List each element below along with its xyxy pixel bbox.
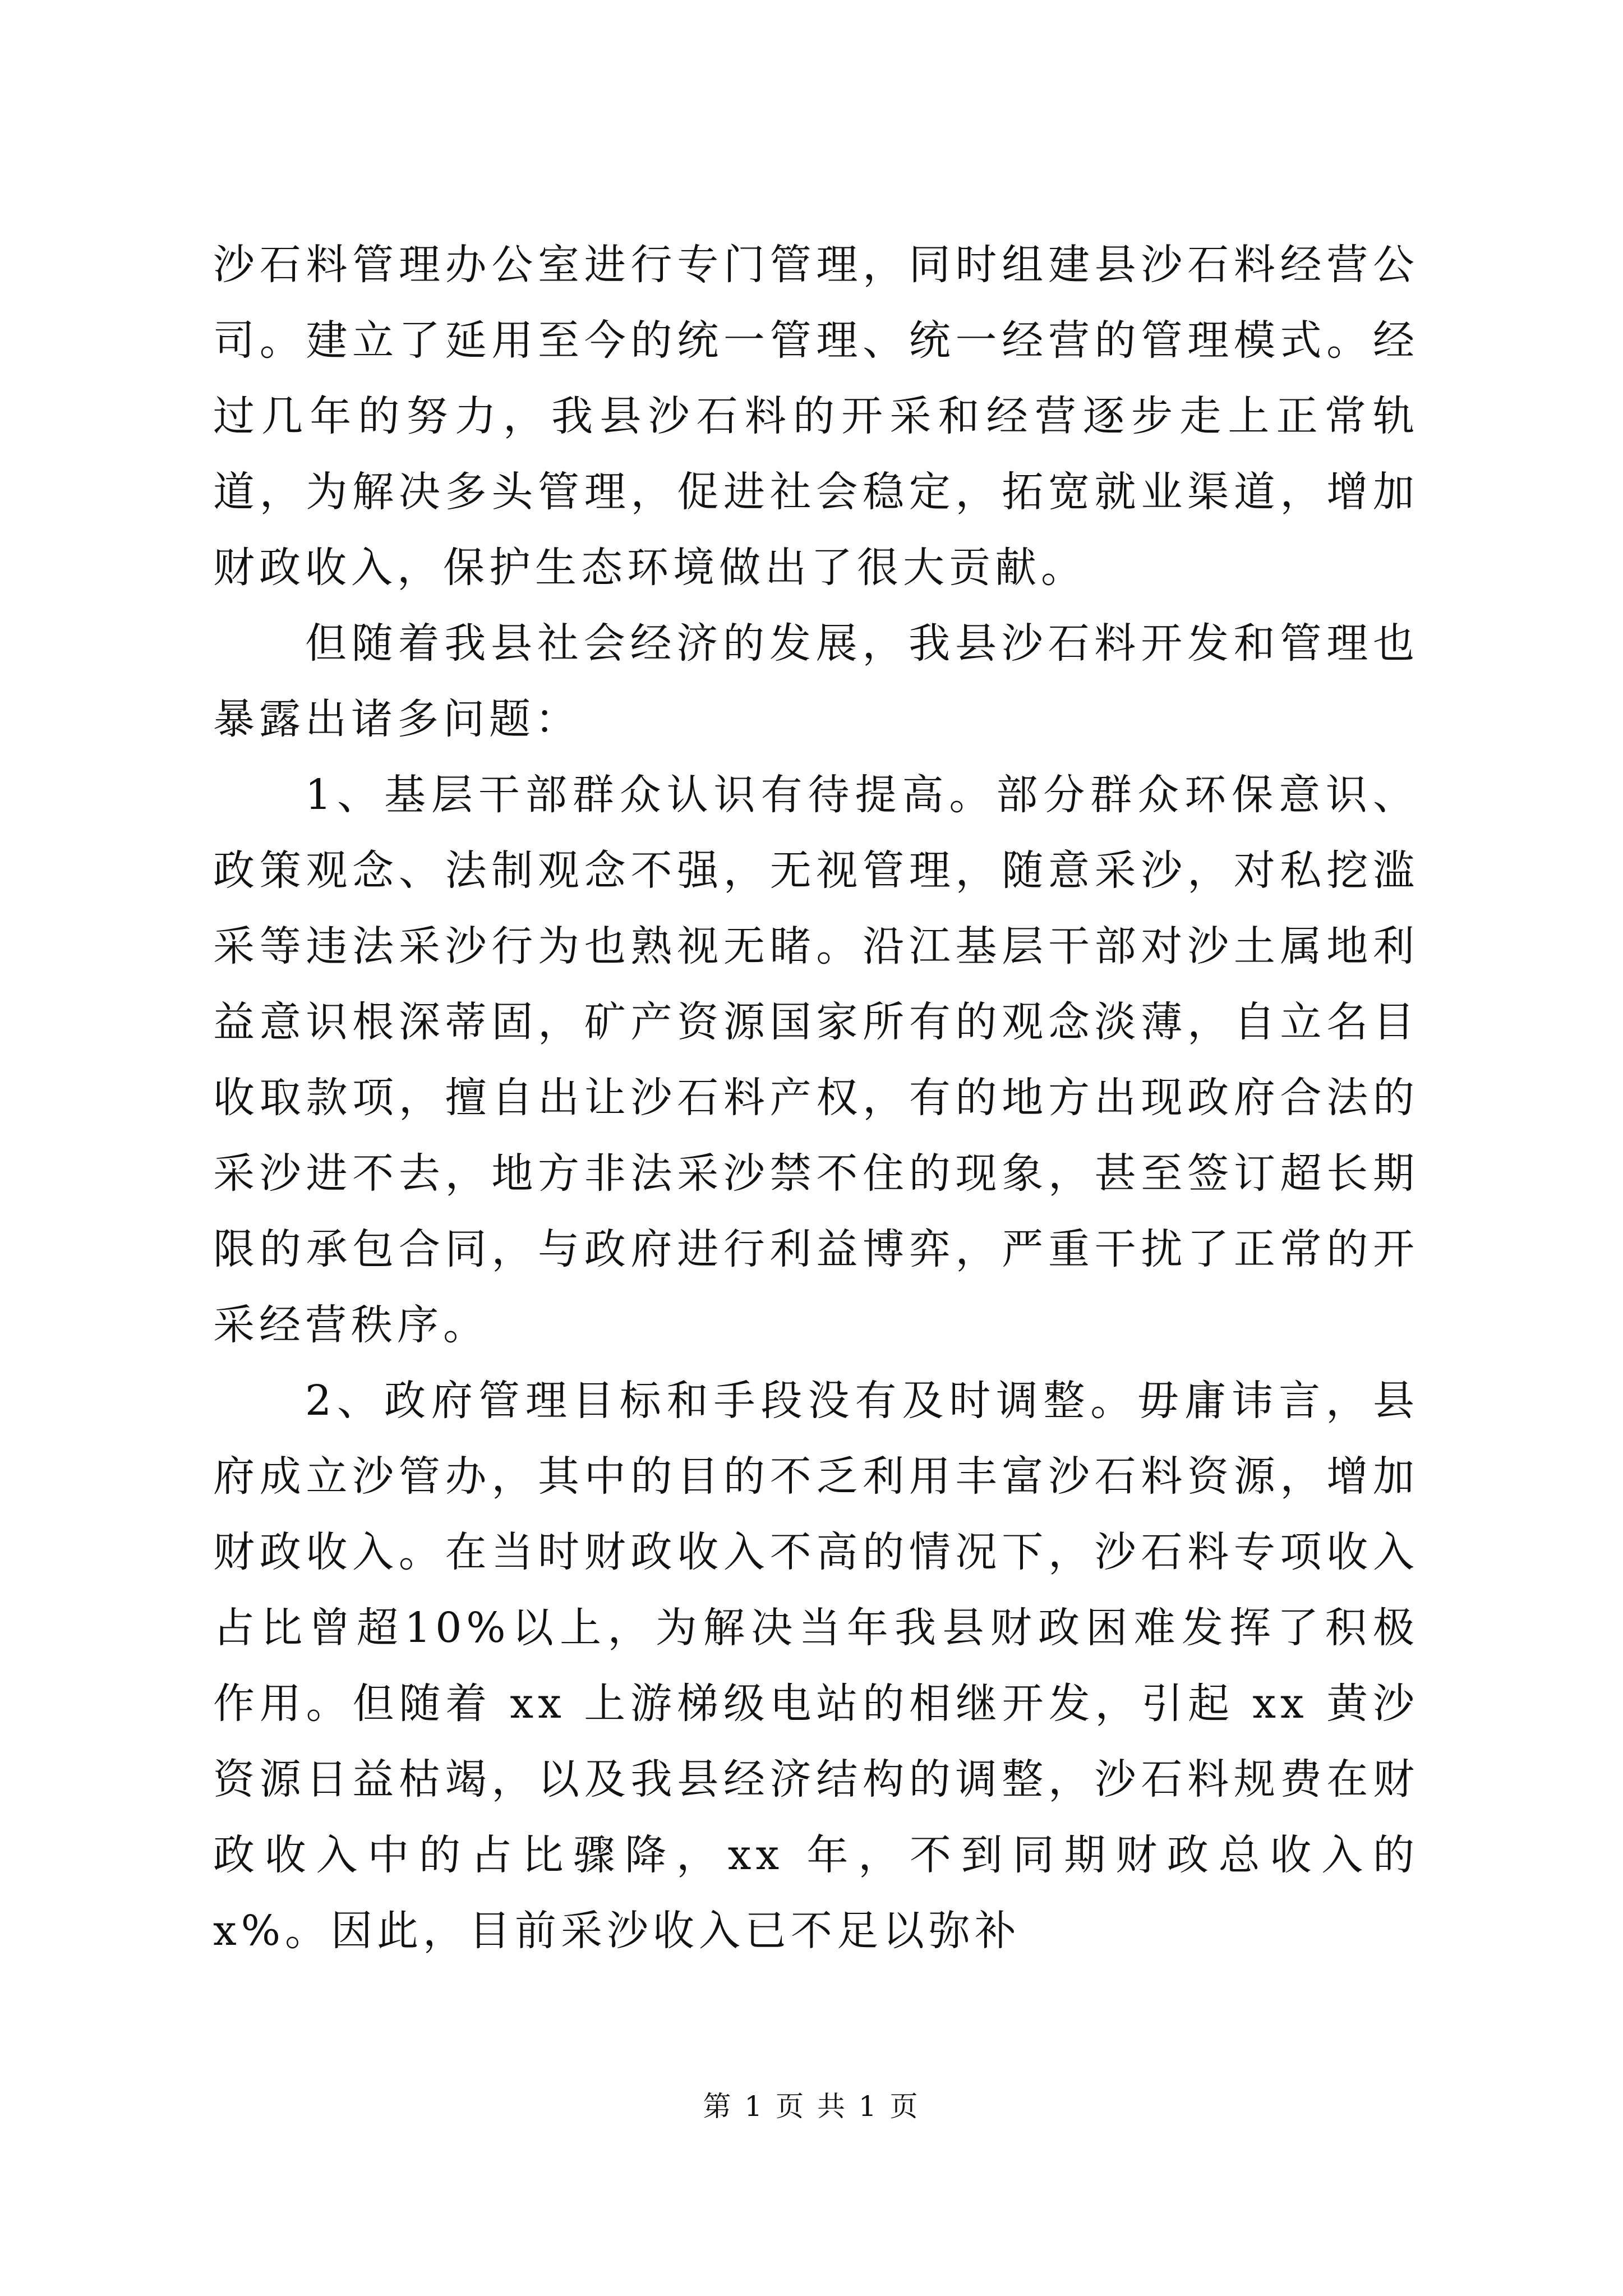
- page-number-footer: 第 1 页 共 1 页: [703, 2090, 920, 2123]
- document-body: [213, 227, 1419, 1969]
- paragraph-1: 沙石料管理办公室进行专门管理，同时组建县沙石料经营公司。建立了延用至今的统一管理、统一经营的管理模式。经过几年的努力，我县沙石料的开采和经营逐步走上正常轨道，为解决多头管理，促进社会稳定，拓宽就业渠道，增加财政收入，保护生态环境做出了很大贡献。: [213, 241, 1419, 592]
- paragraph-4: 2、政府管理目标和手段没有及时调整。毋庸讳言，县府成立沙管办，其中的目的不乏利用丰富沙石料资源，增加财政收入。在当时财政收入不高的情况下，沙石料专项收入占比曾超10%以上，为解决当年我县财政困难发挥了积极作用。但随着 xx 上游梯级电站的相继开发，引起 xx 黄沙资源日益枯竭，以及我县经济结构的调整，沙石料规费在财政收入中的占比骤降，xx 年，不到同期财政总收入的 x%。因此，目前采沙收入已不足以弥补: [213, 1377, 1419, 1955]
- paragraph-3: 1、基层干部群众认识有待提高。部分群众环保意识、政策观念、法制观念不强，无视管理，随意采沙，对私挖滥采等违法采沙行为也熟视无睹。沿江基层干部对沙土属地利益意识根深蒂固，矿产资源国家所有的观念淡薄，自立名目收取款项，擅自出让沙石料产权，有的地方出现政府合法的采沙进不去，地方非法采沙禁不住的现象，甚至签订超长期限的承包合同，与政府进行利益博弈，严重干扰了正常的开采经营秩序。: [213, 771, 1419, 1349]
- paragraph-2: 但随着我县社会经济的发展，我县沙石料开发和管理也暴露出诸多问题：: [213, 619, 1419, 743]
